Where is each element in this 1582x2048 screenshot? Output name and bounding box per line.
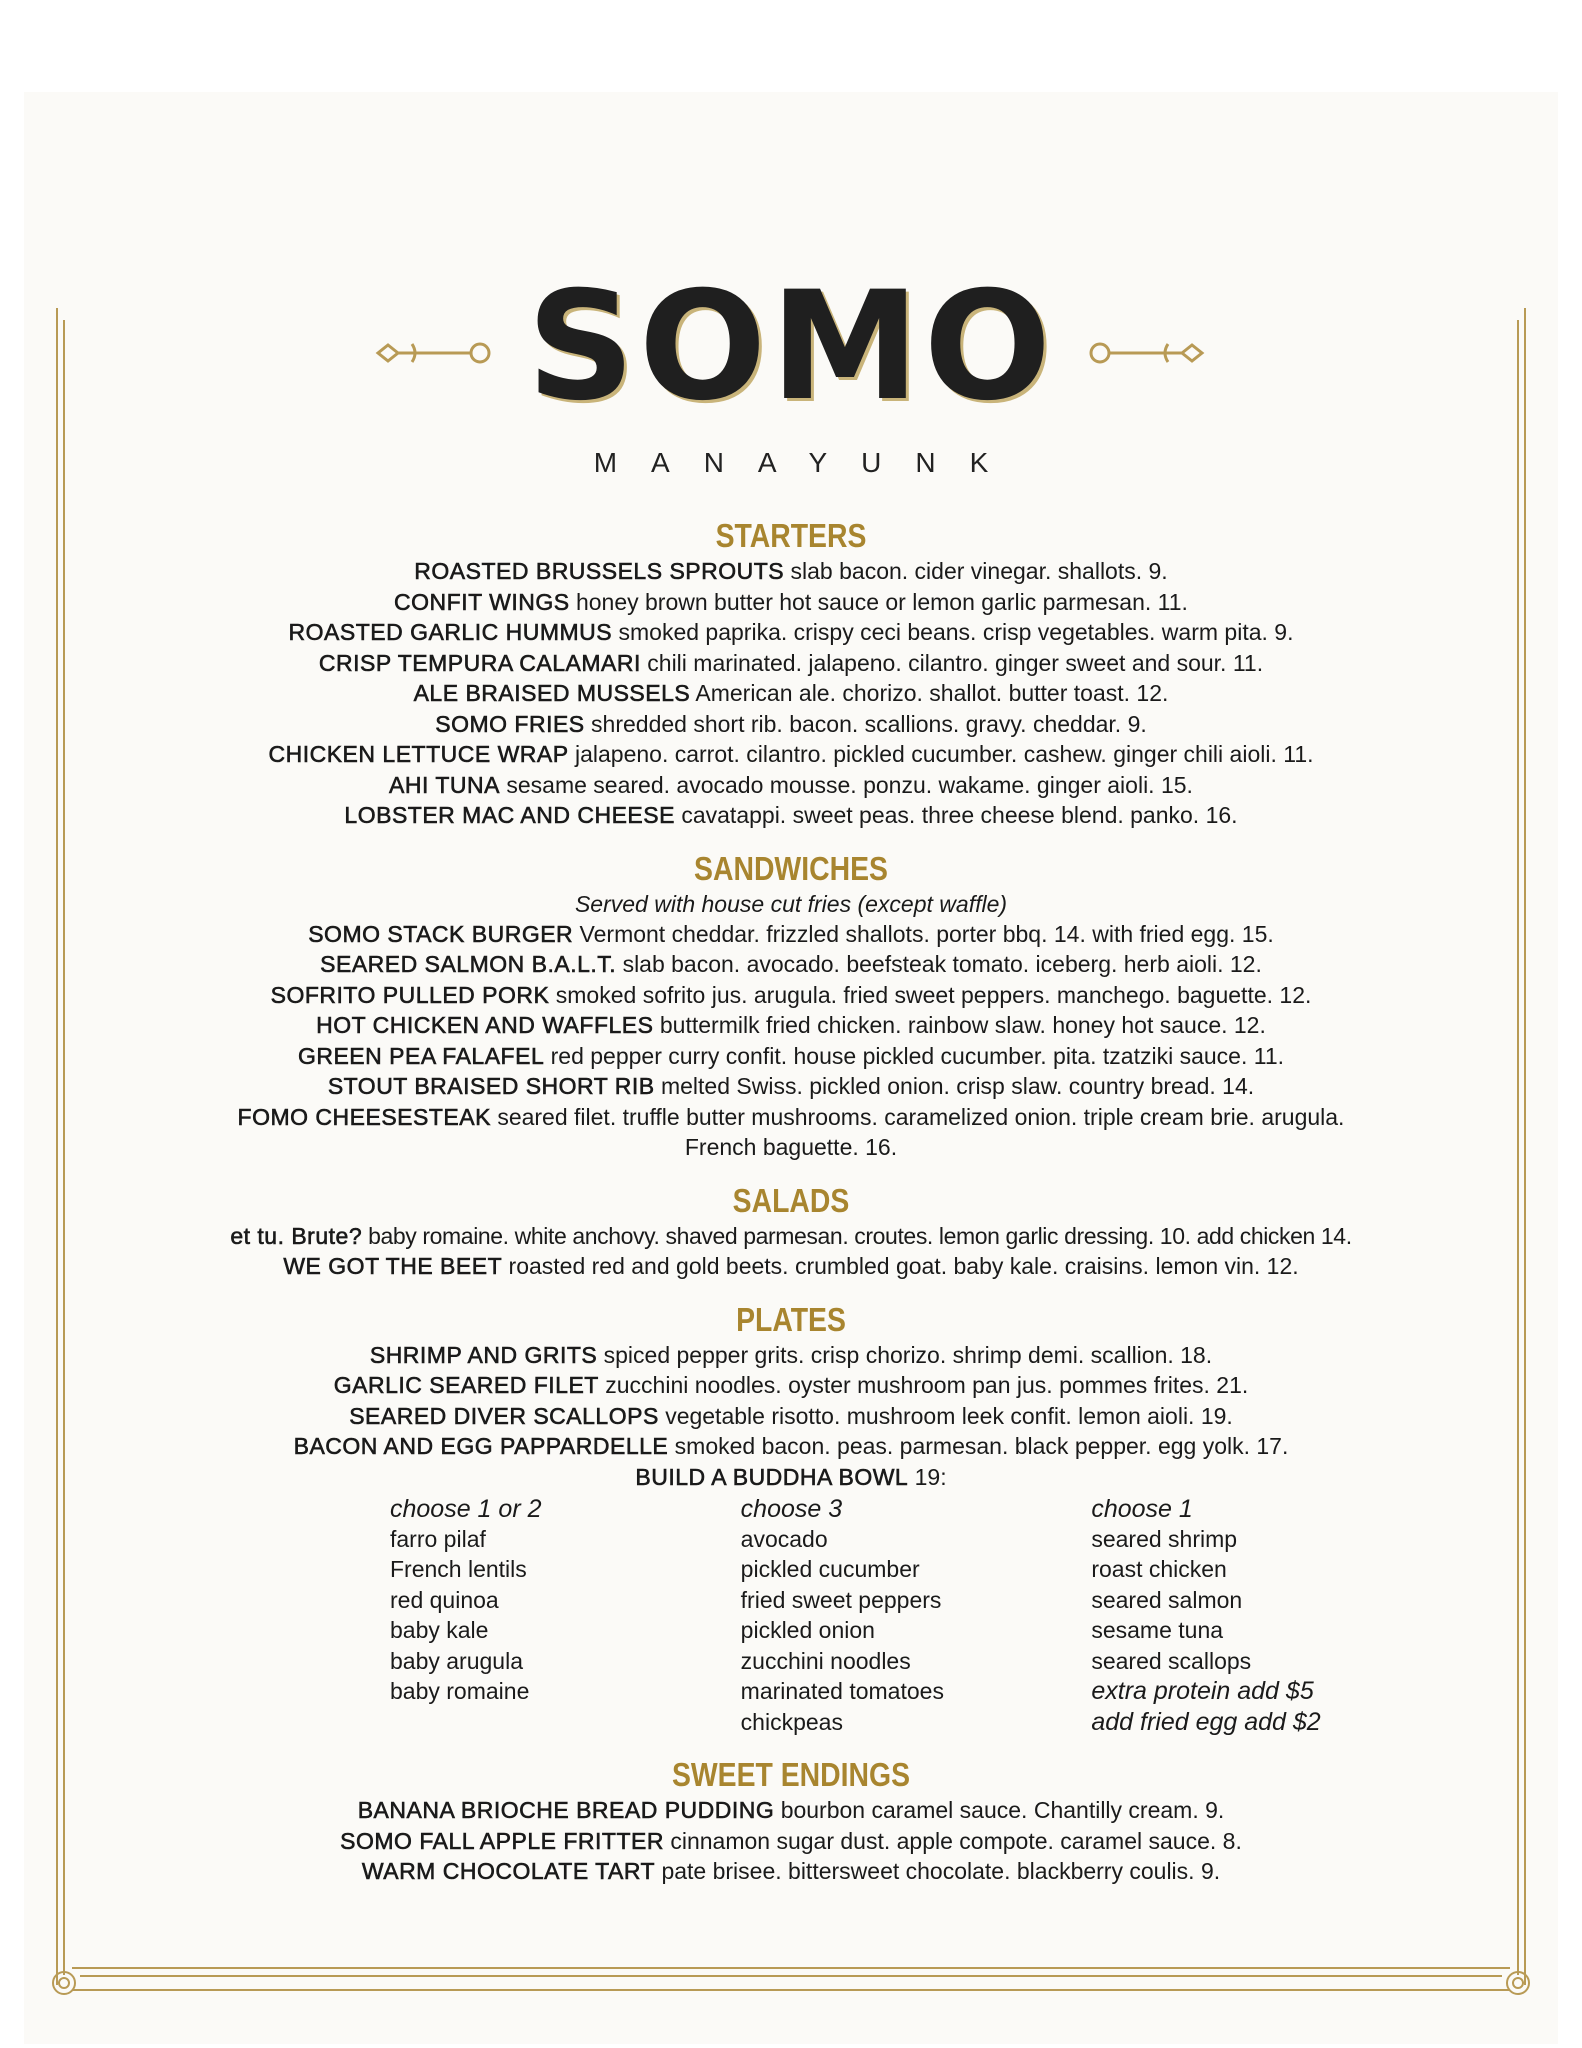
bowl-option: pickled onion [740,1617,875,1643]
section-title-plates: PLATES [736,1300,846,1338]
bowl-option: French lentils [390,1556,527,1582]
logo [0,260,1582,478]
bowl-column-heading: choose 1 [1091,1494,1193,1523]
menu-item: ROASTED GARLIC HUMMUS smoked paprika. crispy ceci beans. crisp vegetables. warm pita. 9. [288,619,1294,645]
bowl-option: seared shrimp [1091,1525,1238,1552]
section-sandwiches [140,849,1442,1163]
bowl-option: roast chicken [1091,1556,1227,1582]
menu-item: SEARED DIVER SCALLOPS vegetable risotto. mushroom leek confit. lemon aioli. 19. [349,1402,1233,1429]
bowl-option: baby romaine [390,1678,530,1704]
menu-item: AHI TUNA sesame seared. avocado mousse. ponzu. wakame. ginger aioli. 15. [389,771,1193,798]
section-title-starters: STARTERS [715,517,867,554]
menu-item: SOMO STACK BURGER Vermont cheddar. frizzled shallots. porter bbq. 14. with fried egg. 15. [308,920,1274,947]
bowl-option: seared scallops [1091,1647,1252,1674]
menu-item: WARM CHOCOLATE TART pate brisee. bittersweet chocolate. blackberry coulis. 9. [361,1858,1221,1884]
menu-item: SOMO FRIES shredded short rib. bacon. scallions. gravy. cheddar. 9. [435,710,1147,737]
section-title-salads: SALADS [732,1181,850,1219]
section-title-sandwiches: SANDWICHES [694,849,888,887]
bowl-option: fried sweet peppers [740,1586,942,1613]
bowl-option: chickpeas [740,1708,843,1735]
menu-item: WE GOT THE BEET roasted red and gold beets. crumbled goat. baby kale. craisins. lemon vin. 12. [283,1253,1299,1279]
menu-item: SOFRITO PULLED PORK smoked sofrito jus. arugula. fried sweet peppers. manchego. baguette. 12. [270,981,1312,1008]
bowl-option: sesame tuna [1091,1617,1224,1643]
bowl-note: extra protein add $5 [1091,1677,1314,1705]
logo-location: MANAYUNK [593,447,1023,478]
menu-item: et tu. Brute? baby romaine. white anchovy. shaved parmesan. croutes. lemon garlic dressing. 10. add chicken 14. [230,1222,1352,1249]
bowl-option: farro pilaf [390,1525,486,1552]
menu-item: FOMO CHEESESTEAK seared filet. truffle butter mushrooms. caramelized onion. triple cream brie. arugula. [237,1103,1345,1130]
bowl-column-base [390,1494,741,1738]
menu-item: CRISP TEMPURA CALAMARI chili marinated. jalapeno. cilantro. ginger sweet and sour. 11. [318,649,1264,676]
menu-item-continued: French baguette. 16. [684,1134,898,1160]
bowl-option: baby arugula [390,1647,523,1674]
menu-item: GARLIC SEARED FILET zucchini noodles. oyster mushroom pan jus. pommes frites. 21. [333,1372,1249,1398]
menu-item: HOT CHICKEN AND WAFFLES buttermilk fried chicken. rainbow slaw. honey hot sauce. 12. [316,1012,1266,1038]
menu-item: ALE BRAISED MUSSELS American ale. chorizo. shallot. butter toast. 12. [413,680,1169,706]
bowl-option: avocado [740,1525,828,1552]
menu-item: CONFIT WINGS honey brown butter hot sauce or lemon garlic parmesan. 11. [394,588,1188,615]
section-plates [140,1300,1442,1738]
section-subtitle: Served with house cut fries (except waffle) [574,890,1008,917]
bowl-option: marinated tomatoes [740,1678,944,1704]
bowl-option: seared salmon [1091,1586,1243,1613]
section-starters [140,516,1442,831]
buddha-bowl-heading: BUILD A BUDDHA BOWL 19: [635,1463,947,1490]
bowl-option: baby kale [390,1617,489,1643]
bowl-option: red quinoa [390,1586,499,1613]
section-salads [140,1181,1442,1282]
bowl-column-protein [1091,1494,1442,1738]
menu-item: SOMO FALL APPLE FRITTER cinnamon sugar dust. apple compote. caramel sauce. 8. [340,1827,1242,1854]
section-title-sweet-endings: SWEET ENDINGS [671,1756,911,1793]
bowl-option: zucchini noodles [740,1647,911,1674]
logo-wordmark: SOMO [526,260,1056,434]
menu-item: ROASTED BRUSSELS SPROUTS slab bacon. cider vinegar. shallots. 9. [414,558,1168,584]
menu-content [140,516,1442,1905]
bowl-option: pickled cucumber [740,1556,920,1582]
menu-item: GREEN PEA FALAFEL red pepper curry confit. house pickled cucumber. pita. tzatziki sauce. 11. [297,1042,1285,1069]
menu-item: LOBSTER MAC AND CHEESE cavatappi. sweet peas. three cheese blend. panko. 16. [344,802,1238,828]
menu-item: STOUT BRAISED SHORT RIB melted Swiss. pickled onion. crisp slaw. country bread. 14. [327,1073,1255,1099]
section-sweet-endings [140,1755,1442,1887]
bowl-column-heading: choose 3 [740,1494,843,1523]
bowl-column-toppings [741,1494,1092,1738]
bowl-note: add fried egg add $2 [1091,1707,1321,1736]
bowl-column-heading: choose 1 or 2 [390,1494,542,1523]
menu-item: CHICKEN LETTUCE WRAP jalapeno. carrot. cilantro. pickled cucumber. cashew. ginger chili aioli. 11. [268,741,1314,767]
menu-item: BANANA BRIOCHE BREAD PUDDING bourbon caramel sauce. Chantilly cream. 9. [357,1797,1225,1823]
menu-item: SHRIMP AND GRITS spiced pepper grits. crisp chorizo. shrimp demi. scallion. 18. [369,1341,1213,1368]
menu-item: BACON AND EGG PAPPARDELLE smoked bacon. peas. parmesan. black pepper. egg yolk. 17. [293,1433,1289,1459]
menu-item: SEARED SALMON B.A.L.T. slab bacon. avocado. beefsteak tomato. iceberg. herb aioli. 12. [320,951,1262,977]
buddha-bowl-options [390,1494,1442,1738]
